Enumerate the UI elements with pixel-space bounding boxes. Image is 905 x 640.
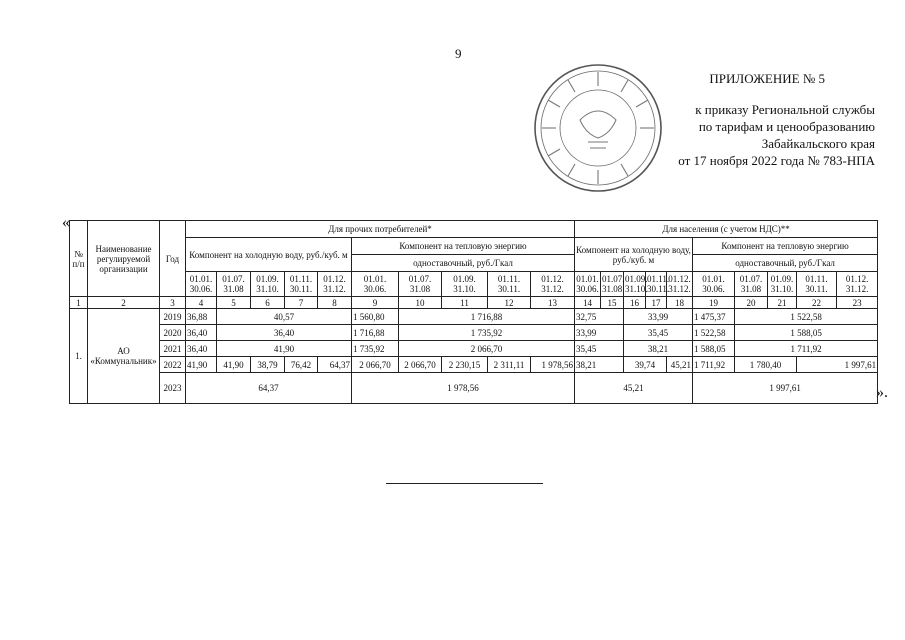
value-cell: 1 716,88 [399, 309, 575, 325]
column-number-row [70, 297, 878, 309]
period-cell: 01.09. 31.10. [251, 272, 285, 297]
page-number: 9 [455, 46, 462, 61]
col-number: 2 [88, 297, 160, 309]
year-cell: 2020 [160, 325, 186, 341]
value-cell: 36,88 [186, 309, 217, 325]
appendix-line-2: по тарифам и ценообразованию [698, 119, 875, 134]
value-cell: 64,37 [186, 373, 352, 404]
value-cell: 1 560,80 [352, 309, 399, 325]
period-cell: 01.11. 30.11. [797, 272, 837, 297]
row-index: 1. [70, 309, 88, 404]
col-number: 5 [217, 297, 251, 309]
value-cell: 1 978,56 [531, 357, 575, 373]
value-cell: 39,74 [624, 357, 667, 373]
table-row [70, 341, 878, 357]
value-cell: 1 522,58 [693, 325, 735, 341]
period-cell: 01.01. 30.06. [186, 272, 217, 297]
quote-open: « [62, 214, 70, 231]
value-cell: 1 522,58 [735, 309, 878, 325]
col-number: 4 [186, 297, 217, 309]
period-cell: 01.07. 31.08 [399, 272, 442, 297]
value-cell: 1 588,05 [693, 341, 735, 357]
value-cell: 32,75 [575, 309, 624, 325]
tariff-table [69, 220, 878, 404]
value-cell: 35,45 [575, 341, 624, 357]
col-number: 14 [575, 297, 601, 309]
period-cell: 01.12. 31.12. [318, 272, 352, 297]
period-cell: 01.01. 30.06. [352, 272, 399, 297]
header-org: Наименование регулируемой организации [88, 221, 160, 297]
year-cell: 2023 [160, 373, 186, 404]
period-cell: 01.11. 30.11. [285, 272, 318, 297]
value-cell: 38,79 [251, 357, 285, 373]
period-cell: 01.11. 30.11. [488, 272, 531, 297]
header-heat-pop: Компонент на тепловую энергию [693, 238, 878, 255]
value-cell: 1 978,56 [352, 373, 575, 404]
col-number: 15 [601, 297, 624, 309]
value-cell: 33,99 [575, 325, 624, 341]
value-cell: 1 780,40 [735, 357, 797, 373]
header-heat-other: Компонент на тепловую энергию [352, 238, 575, 255]
period-cell: 01.09. 31.10. [768, 272, 797, 297]
value-cell: 41,90 [217, 357, 251, 373]
period-cell: 01.01. 30.06. [575, 272, 601, 297]
col-number: 23 [837, 297, 878, 309]
value-cell: 38,21 [575, 357, 624, 373]
year-cell: 2022 [160, 357, 186, 373]
value-cell: 41,90 [217, 341, 352, 357]
appendix-header [600, 70, 875, 169]
header-cold-water-pop: Компонент на холодную воду, руб./куб. м [575, 238, 693, 272]
year-cell: 2021 [160, 341, 186, 357]
period-cell: 01.07. 31.08 [601, 272, 624, 297]
header-num: № п/п [70, 221, 88, 297]
value-cell: 1 716,88 [352, 325, 399, 341]
header-single-rate-pop: одноставочный, руб./Гкал [693, 255, 878, 272]
col-number: 7 [285, 297, 318, 309]
year-cell: 2019 [160, 309, 186, 325]
value-cell: 36,40 [186, 341, 217, 357]
col-number: 19 [693, 297, 735, 309]
value-cell: 2 066,70 [352, 357, 399, 373]
period-cell: 01.11. 30.11. [646, 272, 667, 297]
value-cell: 76,42 [285, 357, 318, 373]
col-number: 20 [735, 297, 768, 309]
value-cell: 2 066,70 [399, 357, 442, 373]
period-cell: 01.09. 31.10. [442, 272, 488, 297]
value-cell: 1 711,92 [735, 341, 878, 357]
col-number: 21 [768, 297, 797, 309]
org-name: АО «Коммунальник» [88, 309, 160, 404]
period-cell: 01.12. 31.12. [531, 272, 575, 297]
appendix-title: ПРИЛОЖЕНИЕ № 5 [709, 71, 825, 86]
value-cell: 35,45 [624, 325, 693, 341]
period-cell: 01.09. 31.10. [624, 272, 646, 297]
col-number: 1 [70, 297, 88, 309]
header-population: Для населения (с учетом НДС)** [575, 221, 878, 238]
period-cell: 01.12. 31.12. [837, 272, 878, 297]
col-number: 22 [797, 297, 837, 309]
col-number: 8 [318, 297, 352, 309]
value-cell: 1 588,05 [735, 325, 878, 341]
col-number: 9 [352, 297, 399, 309]
table-row [70, 309, 878, 325]
appendix-line-3: Забайкальского края [761, 136, 875, 151]
col-number: 13 [531, 297, 575, 309]
header-cold-water-other: Компонент на холодную воду, руб./куб. м [186, 238, 352, 272]
col-number: 10 [399, 297, 442, 309]
quote-close: ». [876, 384, 888, 401]
col-number: 3 [160, 297, 186, 309]
value-cell: 38,21 [624, 341, 693, 357]
value-cell: 41,90 [186, 357, 217, 373]
col-number: 17 [646, 297, 667, 309]
period-cell: 01.01. 30.06. [693, 272, 735, 297]
period-cell: 01.07. 31.08 [735, 272, 768, 297]
value-cell: 2 230,15 [442, 357, 488, 373]
table-row [70, 373, 878, 404]
period-cell: 01.07. 31.08 [217, 272, 251, 297]
value-cell: 36,40 [217, 325, 352, 341]
col-number: 12 [488, 297, 531, 309]
header-year: Год [160, 221, 186, 297]
col-number: 6 [251, 297, 285, 309]
header-single-rate-other: одноставочный, руб./Гкал [352, 255, 575, 272]
value-cell: 36,40 [186, 325, 217, 341]
value-cell: 1 475,37 [693, 309, 735, 325]
value-cell: 45,21 [667, 357, 693, 373]
table-row [70, 325, 878, 341]
value-cell: 1 735,92 [399, 325, 575, 341]
value-cell: 2 311,11 [488, 357, 531, 373]
col-number: 11 [442, 297, 488, 309]
value-cell: 40,57 [217, 309, 352, 325]
period-cell: 01.12. 31.12. [667, 272, 693, 297]
col-number: 18 [667, 297, 693, 309]
value-cell: 33,99 [624, 309, 693, 325]
separator-line [386, 483, 543, 484]
value-cell: 1 997,61 [693, 373, 878, 404]
value-cell: 1 711,92 [693, 357, 735, 373]
appendix-line-4: от 17 ноября 2022 года № 783-НПА [678, 153, 875, 168]
value-cell: 2 066,70 [399, 341, 575, 357]
value-cell: 64,37 [318, 357, 352, 373]
value-cell: 1 997,61 [797, 357, 878, 373]
appendix-line-1: к приказу Региональной службы [695, 102, 875, 117]
header-other-consumers: Для прочих потребителей* [186, 221, 575, 238]
table-row [70, 357, 878, 373]
col-number: 16 [624, 297, 646, 309]
value-cell: 45,21 [575, 373, 693, 404]
value-cell: 1 735,92 [352, 341, 399, 357]
